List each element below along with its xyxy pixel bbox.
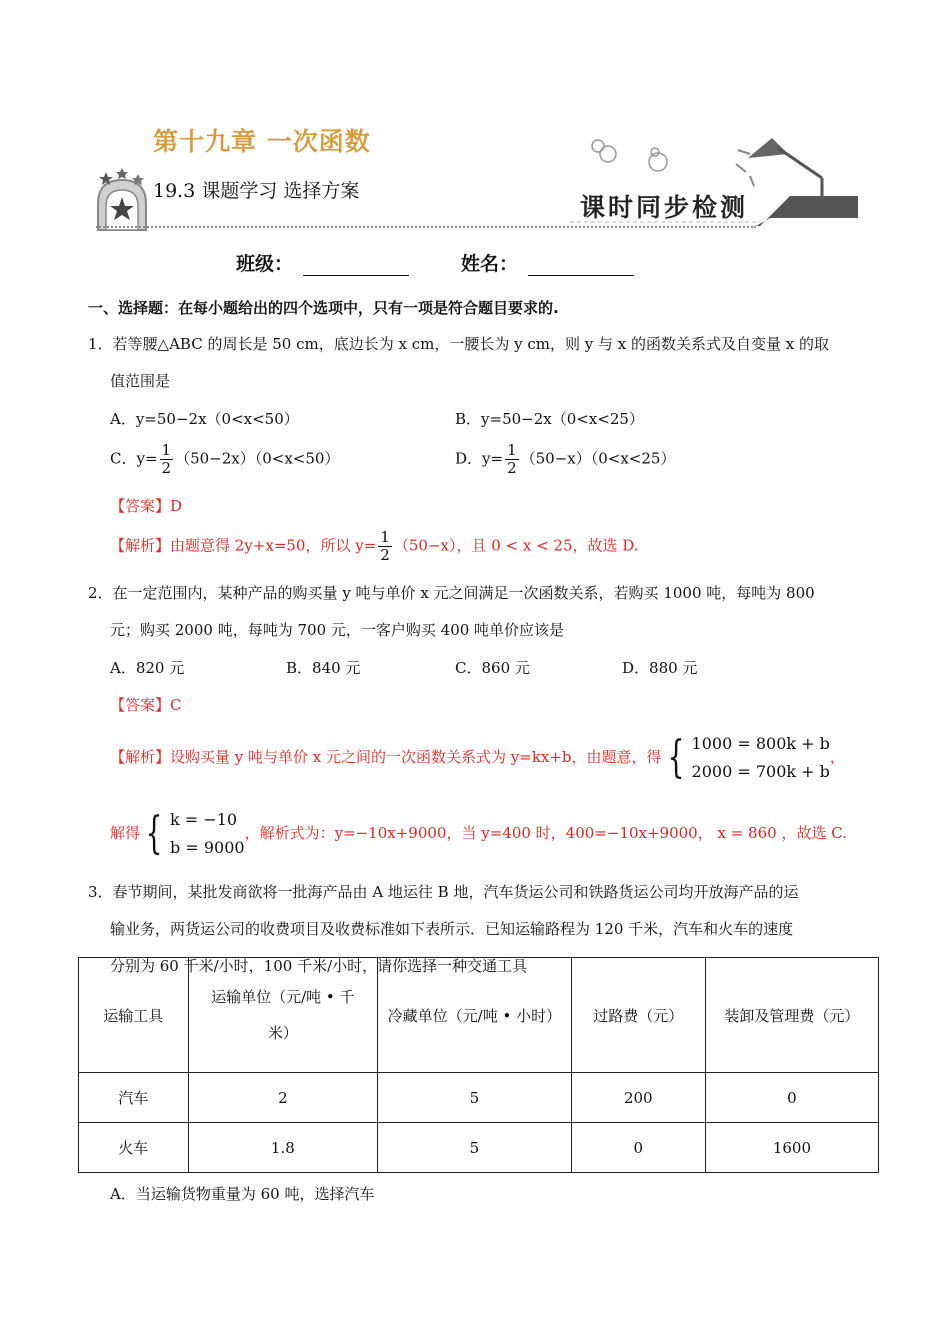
- q2-option-a: A．820 元: [110, 659, 185, 677]
- table-cell: 汽车: [79, 1073, 189, 1123]
- q3-stem-line3: 分别为 60 千米/小时，100 千米/小时，请你选择一种交通工具: [110, 957, 528, 975]
- banner-text: 课时同步检测: [580, 193, 749, 222]
- q3-option-a: A．当运输货物重量为 60 吨，选择汽车: [110, 1185, 375, 1203]
- star-badge-icon: [92, 168, 156, 234]
- table-cell: 200: [571, 1073, 705, 1123]
- q1-answer: 【答案】D: [110, 497, 183, 515]
- chapter-title: 第十九章 一次函数: [153, 127, 371, 156]
- table-cell: 0: [571, 1123, 705, 1173]
- equation-system: { 1000 = 800k + b 2000 = 700k + b: [667, 732, 830, 783]
- q2-option-c: C．860 元: [455, 659, 530, 677]
- freight-cost-table: [78, 957, 879, 1173]
- table-header-cell: 装卸及管理费（元）: [705, 958, 878, 1073]
- q3-stem-line1: 3．春节期间，某批发商欲将一批海产品由 A 地运往 B 地，汽车货运公司和铁路货运公司均开放海产品的运: [88, 883, 799, 901]
- class-blank[interactable]: [303, 257, 409, 276]
- q2-solution-suffix: ，解析式为：y=−10x+9000，当 y=400 时，400=−10x+9000， x = 860 ，故选 C.: [244, 824, 847, 842]
- q2-stem-line1: 2．在一定范围内，某种产品的购买量 y 吨与单价 x 元之间满足一次函数关系，若购买 1000 吨，每吨为 800: [88, 584, 815, 602]
- table-header-row: [79, 958, 879, 1073]
- q1-analysis-suffix: （50−x），且 0 < x < 25，故选 D.: [393, 536, 639, 555]
- class-label: 班级：: [236, 253, 294, 275]
- table-cell: 0: [705, 1073, 878, 1123]
- q1-option-c-prefix: C．y=: [110, 449, 158, 468]
- q3-stem-line2: 输业务，两货运公司的收费项目及收费标准如下表所示．已知运输路程为 120 千米，汽车和火车的速度: [110, 920, 794, 938]
- table-cell: 1600: [705, 1123, 878, 1173]
- q1-analysis: [110, 529, 639, 564]
- q1-option-c-suffix: （50−2x）（0<x<50）: [175, 449, 340, 468]
- fraction: $\frac{1}{2}$: [507, 441, 517, 477]
- table-cell: 火车: [79, 1123, 189, 1173]
- table-header-cell: 运输单位（元/吨 • 千 米）: [188, 958, 378, 1073]
- student-info-fields: [236, 249, 634, 276]
- table-row: [79, 1123, 879, 1173]
- q2-option-d: D．880 元: [622, 659, 698, 677]
- table-header-cell: 冷藏单位（元/吨 • 小时）: [378, 958, 572, 1073]
- name-blank[interactable]: [528, 257, 634, 276]
- table-row: [79, 1073, 879, 1123]
- equation-system: { k = −10 b = 9000: [145, 808, 245, 859]
- q1-option-d-suffix: （50−x）（0<x<25）: [520, 449, 676, 468]
- q2-solution-prefix: 解得: [110, 824, 141, 842]
- name-label: 姓名：: [461, 253, 519, 275]
- q1-option-b: B．y=50−2x（0<x<25）: [455, 410, 644, 428]
- q2-solution: [110, 806, 847, 862]
- q1-stem-line1: 1．若等腰△ABC 的周长是 50 cm，底边长为 x cm，一腰长为 y cm，则 y 与 x 的函数关系式及自变量 x 的取: [88, 335, 829, 353]
- table-cell: 2: [188, 1073, 378, 1123]
- table-cell: 5: [378, 1123, 572, 1173]
- table-cell: 1.8: [188, 1123, 378, 1173]
- q2-answer: 【答案】C: [110, 696, 182, 714]
- section-title: 19.3 课题学习 选择方案: [153, 180, 360, 202]
- q2-stem-line2: 元；购买 2000 吨，每吨为 700 元，一客户购买 400 吨单价应该是: [110, 621, 565, 639]
- q2-analysis-prefix: 【解析】设购买量 y 吨与单价 x 元之间的一次函数关系式为 y=kx+b，由题意，得: [110, 748, 662, 766]
- q1-option-d: [455, 442, 675, 477]
- q1-stem-line2: 值范围是: [110, 372, 171, 390]
- q2-analysis: 【解析】设购买量 y 吨与单价 x 元之间的一次函数关系式为 y=kx+b，由题意，得 { 1000 = 800k + b 2000 = 700k + b ，: [110, 730, 845, 786]
- q1-option-a: A．y=50−2x（0<x<50）: [110, 410, 299, 428]
- fraction: $\frac{1}{2}$: [380, 528, 390, 564]
- q1-analysis-prefix: 【解析】由题意得 2y+x=50，所以 y=: [110, 536, 377, 555]
- table-header-cell: 运输工具: [79, 958, 189, 1073]
- q1-option-c: [110, 442, 339, 477]
- table-header-cell: 过路费（元）: [571, 958, 705, 1073]
- q1-option-d-prefix: D．y=: [455, 449, 504, 468]
- section-heading: 一、选择题：在每小题给出的四个选项中，只有一项是符合题目要求的.: [88, 299, 559, 317]
- q2-option-b: B．840 元: [286, 659, 361, 677]
- table-cell: 5: [378, 1073, 572, 1123]
- fraction: $\frac{1}{2}$: [161, 441, 172, 477]
